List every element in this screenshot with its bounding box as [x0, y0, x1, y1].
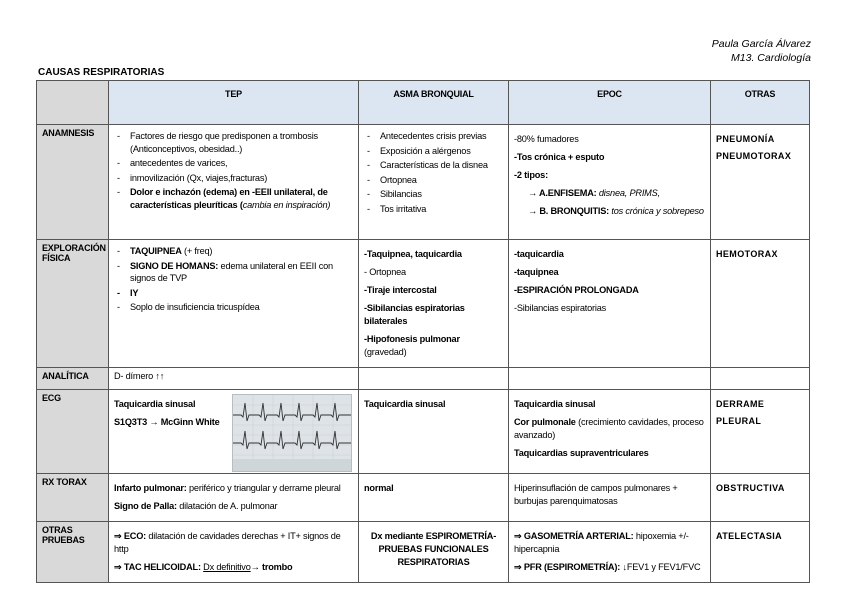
italic-text: cambia en inspiración): [242, 199, 331, 210]
bold-text: Infarto pulmonar:: [114, 483, 187, 493]
text-line: [114, 530, 353, 556]
text-line: Taquicardias supraventriculares: [514, 448, 649, 458]
text-line: [514, 416, 705, 442]
text-line: -ESPIRACIÓN PROLONGADA: [514, 285, 639, 295]
row-ecg: [37, 390, 810, 474]
text-line: [114, 561, 353, 574]
text-line: PLEURAL: [716, 416, 762, 426]
section-title: CAUSAS RESPIRATORIAS: [38, 67, 165, 78]
cell-analitica-otras: [711, 368, 810, 390]
cell-rx-epoc: [509, 474, 711, 522]
text-line: [514, 530, 705, 556]
text-line: [514, 187, 705, 200]
row-label-exploracion: EXPLORACIÓN FÍSICA: [37, 240, 109, 368]
cell-anamnesis-tep: [109, 125, 359, 240]
row-label-analitica: ANALÍTICA: [37, 368, 109, 390]
bold-text: -Hipofonesis pulmonar: [364, 334, 460, 344]
text: (gravedad): [364, 347, 407, 357]
bold-text: ⇒ TAC HELICOIDAL:: [114, 562, 201, 572]
header-row: [37, 81, 810, 125]
list-item: - Antecedentes crisis previas: [364, 130, 503, 143]
list-item: - Factores de riesgo que predisponen a trombosis (Anticonceptivos, obesidad..): [114, 130, 353, 155]
list-item: - Exposición a alérgenos: [364, 145, 503, 158]
text-line: -Tos crónica + esputo: [514, 152, 605, 162]
corner-cell: [37, 81, 109, 125]
text-line: -Tiraje intercostal: [364, 285, 437, 295]
italic-text: disnea, PRIMS,: [598, 188, 660, 198]
text-line: -Sibilancias espiratorias: [514, 303, 607, 313]
row-exploracion: [37, 240, 810, 368]
bold-text: Dolor e inchazón (edema) en -EEII unilateral, de características pleuríticas (: [130, 187, 328, 210]
text: (crecimiento cavidades, proceso avanzado): [514, 417, 704, 440]
cell-exploracion-tep: [109, 240, 359, 368]
text-line: [514, 561, 705, 574]
cell-exploracion-epoc: [509, 240, 711, 368]
text-line: -taquicardia: [514, 249, 564, 259]
cell-rx-tep: [109, 474, 359, 522]
author-block: [712, 37, 811, 65]
text-line: [364, 333, 503, 359]
row-label-otras-pruebas: OTRAS PRUEBAS: [37, 522, 109, 583]
bold-text: SIGNO DE HOMANS:: [130, 260, 219, 271]
text-line: -2 tipos:: [514, 170, 548, 180]
text-line: Taquicardia sinusal: [364, 399, 446, 409]
header-asma: ASMA BRONQUIAL: [359, 81, 509, 125]
row-anamnesis: [37, 125, 810, 240]
text: ↓FEV1 y FEV1/FVC: [622, 562, 701, 572]
text-line: -Sibilancias espiratorias bilaterales: [364, 303, 465, 326]
row-otras-pruebas: [37, 522, 810, 583]
cell-analitica-epoc: [509, 368, 711, 390]
cell-otras-pruebas-tep: [109, 522, 359, 583]
cell-exploracion-asma: [359, 240, 509, 368]
cell-ecg-tep: [109, 390, 359, 474]
text-line: Dx mediante ESPIROMETRÍA- PRUEBAS FUNCIONALES RESPIRATORIAS: [370, 531, 497, 567]
cell-analitica-tep: D- dímero ↑↑: [109, 368, 359, 390]
text: dilatación de A. pulmonar: [179, 501, 278, 511]
header-epoc: EPOC: [509, 81, 711, 125]
cell-rx-asma: [359, 474, 509, 522]
cell-ecg-asma: [359, 390, 509, 474]
bold-text: → B. BRONQUITIS:: [528, 206, 610, 216]
row-label-rx: RX TORAX: [37, 474, 109, 522]
list-item: - Características de la disnea: [364, 159, 503, 172]
italic-text: tos crónica y sobrepeso: [611, 206, 704, 216]
header-tep: TEP: [109, 81, 359, 125]
text-line: Hiperinsuflación de campos pulmonares + burbujas parenquimatosas: [514, 483, 678, 506]
bold-text: → A.ENFISEMA:: [528, 188, 597, 198]
bold-text: Signo de Palla:: [114, 501, 177, 511]
text-line: PNEUMOTORAX: [716, 151, 792, 161]
causes-table: [36, 80, 810, 583]
list-item: - Tos irritativa: [364, 203, 503, 216]
text-line: -80% fumadores: [514, 134, 579, 144]
cell-otras-pruebas-asma: [359, 522, 509, 583]
author-name: Paula García Álvarez: [711, 38, 811, 50]
text: (+ freq): [183, 246, 213, 256]
cell-anamnesis-epoc: [509, 125, 711, 240]
bold-text: ⇒ ECO:: [114, 531, 147, 541]
bold-text: TAQUIPNEA: [130, 246, 182, 256]
text-line: [514, 205, 705, 218]
text-line: PNEUMONÍA: [716, 134, 775, 144]
cell-anamnesis-asma: [359, 125, 509, 240]
text-line: S1Q3T3 → McGinn White: [114, 417, 220, 427]
text-line: -taquipnea: [514, 267, 559, 277]
text-line: Taquicardia sinusal: [114, 399, 196, 409]
row-label-ecg: ECG: [37, 390, 109, 474]
list-item: [114, 260, 353, 285]
cell-ecg-epoc: [509, 390, 711, 474]
list-item: - Soplo de insuficiencia tricuspídea: [114, 301, 353, 314]
ecg-image: [232, 394, 352, 472]
ecg-trace-icon: [233, 395, 351, 471]
cell-anamnesis-otras: [711, 125, 810, 240]
text: dilatación de cavidades derechas + IT+ signos de http: [114, 531, 341, 554]
cell-otras-pruebas-epoc: [509, 522, 711, 583]
bold-text: → trombo: [250, 562, 293, 572]
row-rx: [37, 474, 810, 522]
header-otras: OTRAS: [711, 81, 810, 125]
list-item: - Ortopnea: [364, 174, 503, 187]
list-item: [114, 245, 353, 258]
bold-text: ⇒ PFR (ESPIROMETRÍA):: [514, 562, 621, 572]
list-item: - inmovilización (Qx, viajes,fracturas): [114, 172, 353, 185]
text-line: Taquicardia sinusal: [514, 399, 596, 409]
text-line: - Ortopnea: [364, 267, 406, 277]
text-line: normal: [364, 483, 394, 493]
cell-analitica-asma: [359, 368, 509, 390]
bold-text: Cor pulmonale: [514, 417, 576, 427]
row-analitica: [37, 368, 810, 390]
text: edema unilateral en EEII con signos de TVP: [130, 260, 333, 283]
list-item: - antecedentes de varices,: [114, 157, 353, 170]
list-item: - IY: [114, 287, 353, 300]
cell-rx-otras: OBSTRUCTIVA: [711, 474, 810, 522]
text-line: -Taquipnea, taquicardia: [364, 249, 462, 259]
author-course: M13. Cardiología: [731, 52, 811, 64]
cell-ecg-otras: [711, 390, 810, 474]
text-line: [114, 482, 353, 495]
text: hipoxemia +/- hipercapnia: [514, 531, 689, 554]
list-item: [114, 186, 353, 211]
text-line: [114, 500, 353, 513]
cell-otras-pruebas-otras: ATELECTASIA: [711, 522, 810, 583]
text: periférico y triangular y derrame pleural: [189, 483, 341, 493]
cell-exploracion-otras: HEMOTORAX: [711, 240, 810, 368]
bold-text: ⇒ GASOMETRÍA ARTERIAL:: [514, 531, 634, 541]
row-label-anamnesis: ANAMNESIS: [37, 125, 109, 240]
list-item: - Sibilancias: [364, 188, 503, 201]
underlined-text: Dx definitivo: [203, 562, 251, 572]
text-line: DERRAME: [716, 399, 765, 409]
